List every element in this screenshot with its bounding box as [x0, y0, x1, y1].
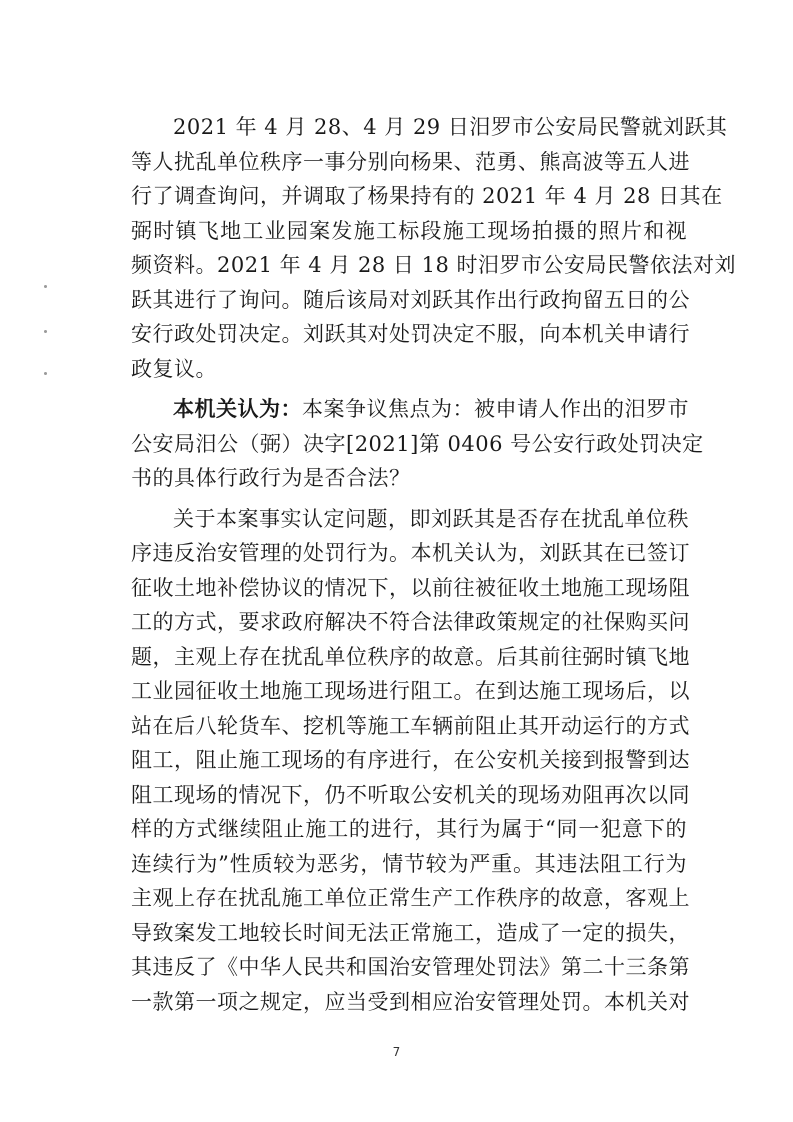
paragraph-line: 跃其进行了询问。随后该局对刘跃其作出行政拘留五日的公 — [131, 287, 690, 312]
paragraph-line: 2021 年 4 月 28、4 月 29 日汨罗市公安局民警就刘跃其 — [173, 115, 728, 139]
paragraph-line: 行了调查询问，并调取了杨果持有的 2021 年 4 月 28 日其在 — [131, 184, 723, 208]
scan-mark — [44, 330, 47, 333]
paragraph-line — [173, 392, 687, 427]
paragraph-line: 政复议。 — [131, 356, 217, 381]
paragraph-line: 书的具体行政行为是否合法？ — [131, 466, 411, 490]
paragraph-line: 站在后八轮货车、挖机等施工车辆前阻止其开动运行的方式 — [131, 713, 690, 738]
paragraph-line: 等人扰乱单位秩序一事分别向杨果、范勇、熊高波等五人进 — [131, 149, 690, 174]
paragraph-line: 弼时镇飞地工业园案发施工标段施工现场拍摄的照片和视 — [131, 218, 687, 243]
paragraph-line: 阻工，阻止施工现场的有序进行，在公安机关接到报警到达 — [131, 748, 690, 772]
paragraph-line: 频资料。2021 年 4 月 28 日 18 时汨罗市公安局民警依法对刘 — [131, 253, 736, 277]
paragraph-lead: 本机关认为： — [173, 396, 302, 421]
paragraph-line: 征收土地补偿协议的情况下，以前往被征收土地施工现场阻 — [131, 575, 690, 600]
scan-mark — [44, 285, 47, 288]
paragraph-line: 导致案发工地较长时间无法正常施工，造成了一定的损失， — [131, 920, 690, 945]
page-number: 7 — [392, 1045, 401, 1059]
paragraph-line: 连续行为”性质较为恶劣，情节较为严重。其违法阻工行为 — [131, 851, 687, 876]
paragraph-line: 公安局汨公（弼）决字[2021]第 0406 号公安行政处罚决定 — [131, 431, 704, 456]
paragraph-line: 安行政处罚决定。刘跃其对处罚决定不服，向本机关申请行 — [131, 322, 690, 346]
paragraph-line: 题，主观上存在扰乱单位秩序的故意。后其前往弼时镇飞地 — [131, 644, 690, 669]
paragraph-line: 工业园征收土地施工现场进行阻工。在到达施工现场后，以 — [131, 679, 690, 703]
scan-mark — [44, 372, 47, 375]
paragraph-line: 序违反治安管理的处罚行为。本机关认为，刘跃其在已签订 — [131, 541, 690, 565]
paragraph-line-text: 本案争议焦点为：被申请人作出的汨罗市 — [302, 397, 689, 421]
paragraph-line: 一款第一项之规定，应当受到相应治安管理处罚。本机关对 — [131, 989, 690, 1014]
paragraph-line: 主观上存在扰乱施工单位正常生产工作秩序的故意，客观上 — [131, 886, 690, 910]
paragraph-line: 其违反了《中华人民共和国治安管理处罚法》第二十三条第 — [131, 955, 690, 979]
paragraph-line: 阻工现场的情况下，仍不听取公安机关的现场劝阻再次以同 — [131, 782, 690, 807]
paragraph-line: 样的方式继续阻止施工的进行，其行为属于“同一犯意下的 — [131, 817, 687, 841]
paragraph-line: 工的方式，要求政府解决不符合法律政策规定的社保购买问 — [131, 610, 690, 634]
paragraph-line: 关于本案事实认定问题，即刘跃其是否存在扰乱单位秩 — [173, 506, 689, 531]
